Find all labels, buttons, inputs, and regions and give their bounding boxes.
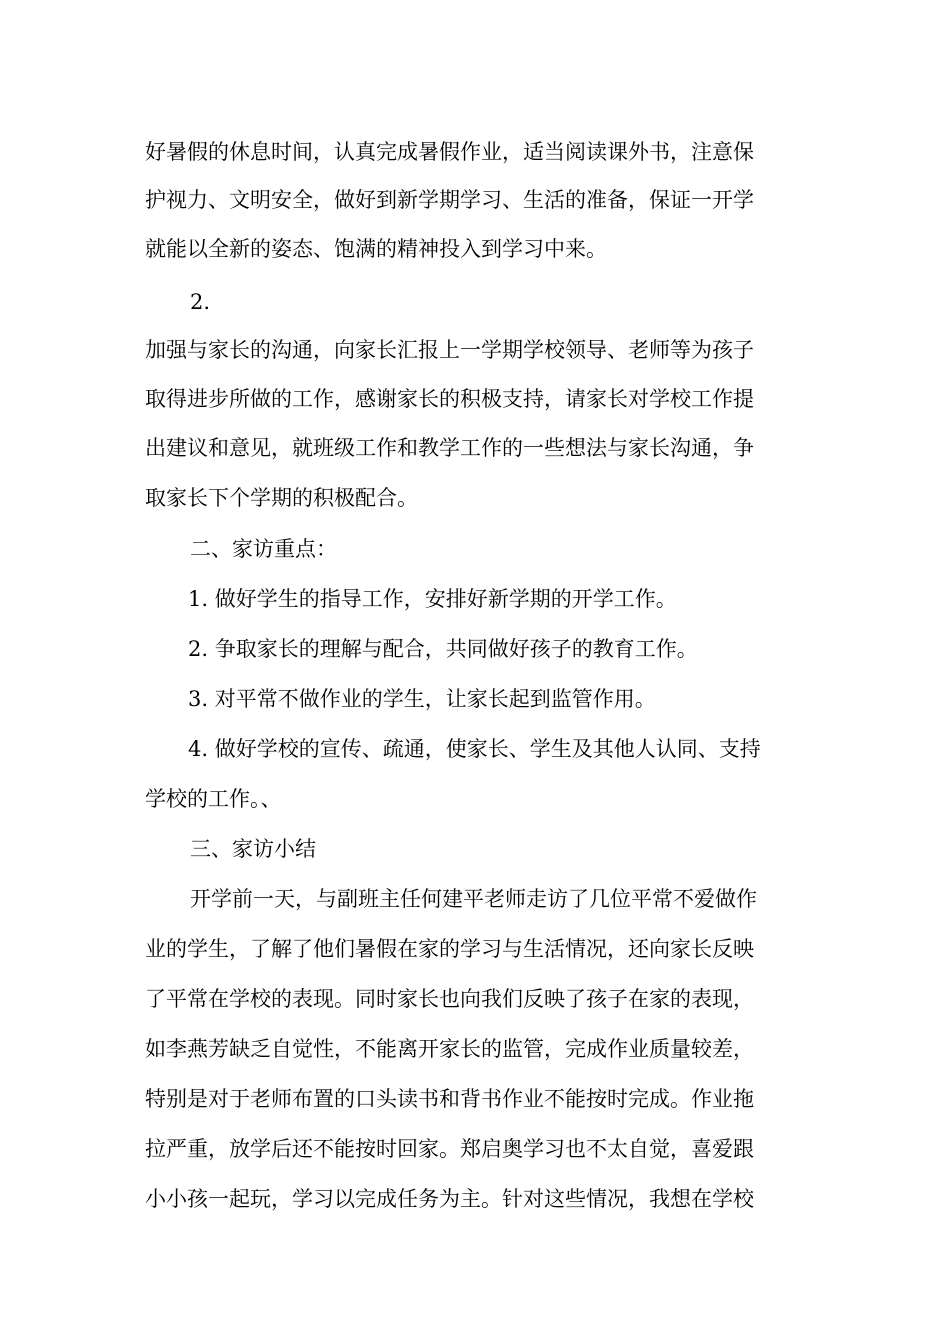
paragraph-line: 护视力、文明安全，做好到新学期学习、生活的准备，保证一开学 xyxy=(145,188,754,212)
paragraph-line: 了平常在学校的表现。同时家长也向我们反映了孩子在家的表现， xyxy=(145,987,754,1011)
paragraph-line: 如李燕芳缺乏自觉性，不能离开家长的监管，完成作业质量较差， xyxy=(145,1037,754,1061)
paragraph-line: 好暑假的休息时间，认真完成暑假作业，适当阅读课外书，注意保 xyxy=(145,140,754,164)
paragraph-line: 拉严重，放学后还不能按时回家。郑启奥学习也不太自觉，喜爱跟 xyxy=(145,1137,754,1161)
section-heading-visit-focus: 二、家访重点： xyxy=(190,537,337,561)
paragraph-line: 出建议和意见，就班级工作和教学工作的一些想法与家长沟通，争 xyxy=(145,436,754,460)
list-number: 2. xyxy=(190,290,211,314)
paragraph-line: 业的学生，了解了他们暑假在家的学习与生活情况，还向家长反映 xyxy=(145,937,754,961)
paragraph-line: 就能以全新的姿态、饱满的精神投入到学习中来。 xyxy=(145,237,607,261)
paragraph-line: 取得进步所做的工作，感谢家长的积极支持，请家长对学校工作提 xyxy=(145,387,754,411)
paragraph-line: 开学前一天，与副班主任何建平老师走访了几位平常不爱做作 xyxy=(190,887,757,911)
list-item: 4. 做好学校的宣传、疏通，使家长、学生及其他人认同、支持 xyxy=(188,737,761,761)
paragraph-line: 取家长下个学期的积极配合。 xyxy=(145,486,418,510)
list-item: 2. 争取家长的理解与配合，共同做好孩子的教育工作。 xyxy=(188,637,698,661)
list-item: 3. 对平常不做作业的学生，让家长起到监管作用。 xyxy=(188,687,656,711)
list-item: 1. 做好学生的指导工作，安排好新学期的开学工作。 xyxy=(188,587,677,611)
paragraph-line: 小小孩一起玩，学习以完成任务为主。针对这些情况，我想在学校 xyxy=(145,1187,754,1211)
section-heading-visit-summary: 三、家访小结 xyxy=(190,837,316,861)
paragraph-line: 学校的工作。、 xyxy=(145,787,282,811)
paragraph-line: 加强与家长的沟通，向家长汇报上一学期学校领导、老师等为孩子 xyxy=(145,338,754,362)
paragraph-line: 特别是对于老师布置的口头读书和背书作业不能按时完成。作业拖 xyxy=(145,1087,754,1111)
